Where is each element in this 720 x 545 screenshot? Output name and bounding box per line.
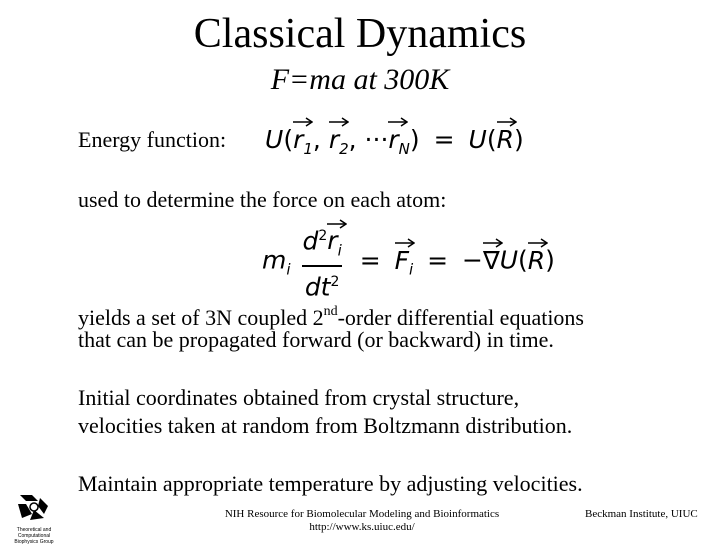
slide-subtitle: F=ma at 300K — [270, 63, 450, 96]
vector-r1: r — [293, 125, 303, 155]
initial-line-2: velocities taken at random from Boltzmann distribution. — [78, 413, 573, 438]
vector-F: F — [395, 246, 409, 276]
group-logo — [10, 492, 58, 545]
initial-line-1: Initial coordinates obtained from crystal structure, — [78, 385, 520, 410]
footer-resource-name: NIH Resource for Biomolecular Modeling and Bioinformatics — [224, 508, 500, 520]
force-description: used to determine the force on each atom: — [78, 187, 447, 212]
yields-line-1: yields a set of 3N coupled 2nd-order differential equations — [78, 304, 584, 330]
footer-center — [222, 508, 502, 534]
vector-r2: r — [329, 125, 339, 155]
footer-right: Beckman Institute, UIUC — [585, 508, 698, 520]
nabla-gradient: ∇ — [483, 246, 500, 276]
maintain-line: Maintain appropriate temperature by adjusting velocities. — [78, 471, 583, 496]
yields-line-2: that can be propagated forward (or backward) in time. — [78, 327, 554, 352]
footer-url: http://www.ks.uiuc.edu/ — [309, 521, 415, 533]
logo-caption: Theoretical and Computational Biophysics Group — [14, 527, 54, 545]
newton-equation: $m_i$ $d^2$ $r_i$ $dt^2$ = $F_i$ = − ∇U( R) — [262, 222, 555, 301]
vector-rN: r — [388, 125, 398, 155]
energy-function-label: Energy function: — [78, 127, 227, 152]
vector-R: R — [497, 125, 514, 155]
logo-mark-icon — [10, 492, 58, 522]
energy-equation: U( $r_1$, $r_2$, ··· $r_N) = U$( R) — [265, 125, 524, 164]
slide-title: Classical Dynamics — [193, 11, 527, 57]
energy-U: U — [265, 125, 284, 154]
second-derivative-fraction: $d^2$ $r_i$ $dt^2$ — [302, 222, 341, 301]
